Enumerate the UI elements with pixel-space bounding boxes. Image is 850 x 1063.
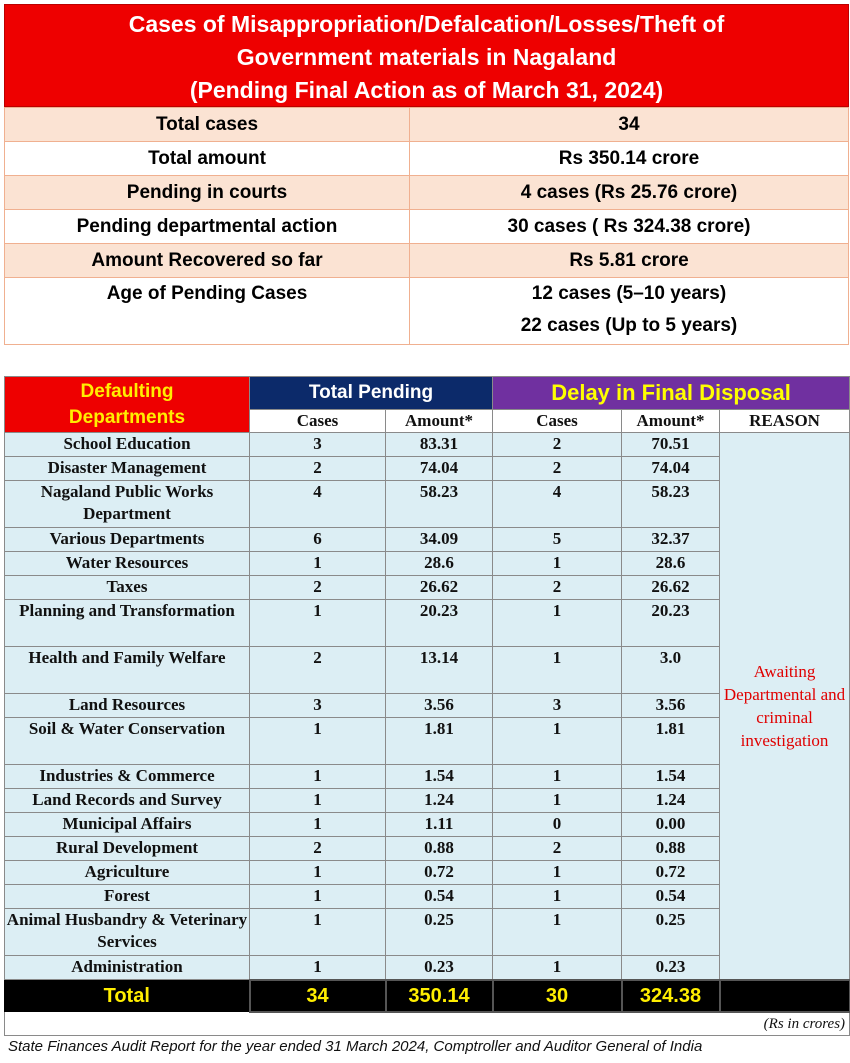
cell-tp-cases: 1 (250, 813, 386, 837)
total-row (5, 980, 850, 1012)
cell-d-amount: 0.72 (622, 861, 720, 885)
title-line-2: Government materials in Nagaland (236, 44, 617, 70)
department-name: School Education (5, 433, 250, 457)
departments-table (4, 376, 850, 1036)
header-row-1 (5, 377, 850, 410)
department-name: Taxes (5, 576, 250, 600)
total-d-cases: 30 (493, 980, 622, 1012)
department-name: Land Records and Survey (5, 789, 250, 813)
cell-tp-amount: 13.14 (386, 647, 493, 694)
summary-row (5, 210, 849, 244)
cell-tp-cases: 1 (250, 765, 386, 789)
cell-d-amount: 28.6 (622, 552, 720, 576)
header-cases: Cases (493, 410, 622, 433)
cell-tp-cases: 1 (250, 600, 386, 647)
cell-d-cases: 1 (493, 789, 622, 813)
cell-d-cases: 1 (493, 718, 622, 765)
summary-value: 30 cases ( Rs 324.38 crore) (410, 210, 849, 244)
cell-tp-cases: 1 (250, 552, 386, 576)
summary-row-age (5, 278, 849, 345)
cell-tp-amount: 0.72 (386, 861, 493, 885)
cell-tp-amount: 1.11 (386, 813, 493, 837)
summary-row (5, 176, 849, 210)
cell-d-cases: 1 (493, 909, 622, 956)
table-row (5, 433, 850, 457)
cell-tp-amount: 0.88 (386, 837, 493, 861)
total-tp-amount: 350.14 (386, 980, 493, 1012)
cell-tp-amount: 28.6 (386, 552, 493, 576)
header-dept-line-1: Defaulting (80, 380, 174, 402)
total-tp-cases: 34 (250, 980, 386, 1012)
cell-tp-cases: 1 (250, 718, 386, 765)
header-defaulting-departments (5, 377, 250, 433)
department-name: Agriculture (5, 861, 250, 885)
summary-value: Rs 5.81 crore (410, 244, 849, 278)
cell-d-cases: 5 (493, 528, 622, 552)
cell-tp-cases: 2 (250, 576, 386, 600)
summary-row (5, 244, 849, 278)
cell-d-cases: 2 (493, 576, 622, 600)
cell-d-cases: 1 (493, 552, 622, 576)
age-label-text: Age of Pending Cases (106, 283, 308, 304)
cell-d-amount: 1.24 (622, 789, 720, 813)
cell-d-amount: 0.25 (622, 909, 720, 956)
title-banner (4, 4, 849, 107)
department-name: Rural Development (5, 837, 250, 861)
cell-d-cases: 2 (493, 837, 622, 861)
header-delay-final-disposal: Delay in Final Disposal (493, 377, 850, 410)
cell-tp-cases: 4 (250, 481, 386, 528)
department-name: Administration (5, 956, 250, 980)
cell-d-cases: 1 (493, 647, 622, 694)
summary-value: Rs 350.14 crore (410, 142, 849, 176)
cell-tp-amount: 1.24 (386, 789, 493, 813)
cell-d-amount: 58.23 (622, 481, 720, 528)
unit-note-row (5, 1012, 850, 1036)
summary-row (5, 142, 849, 176)
header-total-pending: Total Pending (250, 377, 493, 410)
summary-label: Pending departmental action (5, 210, 410, 244)
cell-d-amount: 0.54 (622, 885, 720, 909)
cell-d-amount: 3.0 (622, 647, 720, 694)
cell-tp-cases: 1 (250, 909, 386, 956)
cell-d-cases: 1 (493, 861, 622, 885)
cell-d-amount: 0.23 (622, 956, 720, 980)
cell-tp-cases: 1 (250, 861, 386, 885)
cell-d-cases: 2 (493, 457, 622, 481)
summary-label: Total cases (5, 108, 410, 142)
cell-d-cases: 4 (493, 481, 622, 528)
cell-tp-amount: 26.62 (386, 576, 493, 600)
department-name: Disaster Management (5, 457, 250, 481)
cell-tp-cases: 2 (250, 457, 386, 481)
cell-d-cases: 0 (493, 813, 622, 837)
summary-label: Amount Recovered so far (5, 244, 410, 278)
department-name: Industries & Commerce (5, 765, 250, 789)
header-dept-line-2: Departments (68, 406, 186, 428)
source-note: State Finances Audit Report for the year ended 31 March 2024, Comptroller and Auditor General of India (8, 1038, 703, 1055)
cell-tp-amount: 74.04 (386, 457, 493, 481)
cell-tp-cases: 2 (250, 647, 386, 694)
department-name: Land Resources (5, 694, 250, 718)
cell-tp-cases: 3 (250, 433, 386, 457)
header-cases: Cases (250, 410, 386, 433)
summary-label: Total amount (5, 142, 410, 176)
header-amount: Amount* (622, 410, 720, 433)
age-value-2: 22 cases (Up to 5 years) (520, 315, 738, 336)
department-name: Animal Husbandry & Veterinary Services (5, 909, 250, 956)
cell-d-amount: 32.37 (622, 528, 720, 552)
cell-d-cases: 1 (493, 765, 622, 789)
age-value (410, 278, 849, 345)
age-value-1: 12 cases (5–10 years) (531, 283, 727, 304)
cell-tp-amount: 83.31 (386, 433, 493, 457)
total-reason-empty (720, 980, 850, 1012)
cell-d-amount: 0.88 (622, 837, 720, 861)
cell-tp-amount: 20.23 (386, 600, 493, 647)
cell-tp-amount: 0.25 (386, 909, 493, 956)
age-label (5, 278, 410, 345)
cell-tp-cases: 2 (250, 837, 386, 861)
cell-d-cases: 1 (493, 885, 622, 909)
cell-tp-cases: 6 (250, 528, 386, 552)
cell-tp-amount: 0.23 (386, 956, 493, 980)
cell-tp-cases: 1 (250, 885, 386, 909)
department-name: Nagaland Public Works Department (5, 481, 250, 528)
total-label: Total (5, 980, 250, 1012)
cell-d-amount: 20.23 (622, 600, 720, 647)
department-name: Soil & Water Conservation (5, 718, 250, 765)
cell-tp-amount: 3.56 (386, 694, 493, 718)
reason-cell: Awaiting Departmental and criminal investigation (720, 433, 850, 980)
summary-value: 4 cases (Rs 25.76 crore) (410, 176, 849, 210)
summary-table (4, 107, 849, 345)
summary-row (5, 108, 849, 142)
cell-d-cases: 1 (493, 956, 622, 980)
title-line-3: (Pending Final Action as of March 31, 2024) (189, 77, 664, 103)
department-name: Water Resources (5, 552, 250, 576)
cell-tp-cases: 1 (250, 789, 386, 813)
cell-tp-cases: 1 (250, 956, 386, 980)
department-name: Forest (5, 885, 250, 909)
department-name: Municipal Affairs (5, 813, 250, 837)
cell-d-amount: 70.51 (622, 433, 720, 457)
cell-tp-amount: 34.09 (386, 528, 493, 552)
cell-tp-cases: 3 (250, 694, 386, 718)
cell-d-amount: 0.00 (622, 813, 720, 837)
department-name: Planning and Transformation (5, 600, 250, 647)
department-name: Various Departments (5, 528, 250, 552)
cell-d-cases: 2 (493, 433, 622, 457)
cell-d-cases: 1 (493, 600, 622, 647)
summary-section (4, 4, 849, 345)
cell-d-amount: 1.81 (622, 718, 720, 765)
cell-tp-amount: 58.23 (386, 481, 493, 528)
cell-tp-amount: 1.54 (386, 765, 493, 789)
cell-tp-amount: 0.54 (386, 885, 493, 909)
title-line-1: Cases of Misappropriation/Defalcation/Losses/Theft of (128, 11, 725, 37)
summary-value: 34 (410, 108, 849, 142)
cell-tp-amount: 1.81 (386, 718, 493, 765)
cell-d-cases: 3 (493, 694, 622, 718)
header-amount: Amount* (386, 410, 493, 433)
total-d-amount: 324.38 (622, 980, 720, 1012)
unit-note: (Rs in crores) (5, 1012, 850, 1036)
header-reason: REASON (720, 410, 850, 433)
cell-d-amount: 3.56 (622, 694, 720, 718)
cell-d-amount: 1.54 (622, 765, 720, 789)
department-name: Health and Family Welfare (5, 647, 250, 694)
cell-d-amount: 26.62 (622, 576, 720, 600)
summary-label: Pending in courts (5, 176, 410, 210)
cell-d-amount: 74.04 (622, 457, 720, 481)
